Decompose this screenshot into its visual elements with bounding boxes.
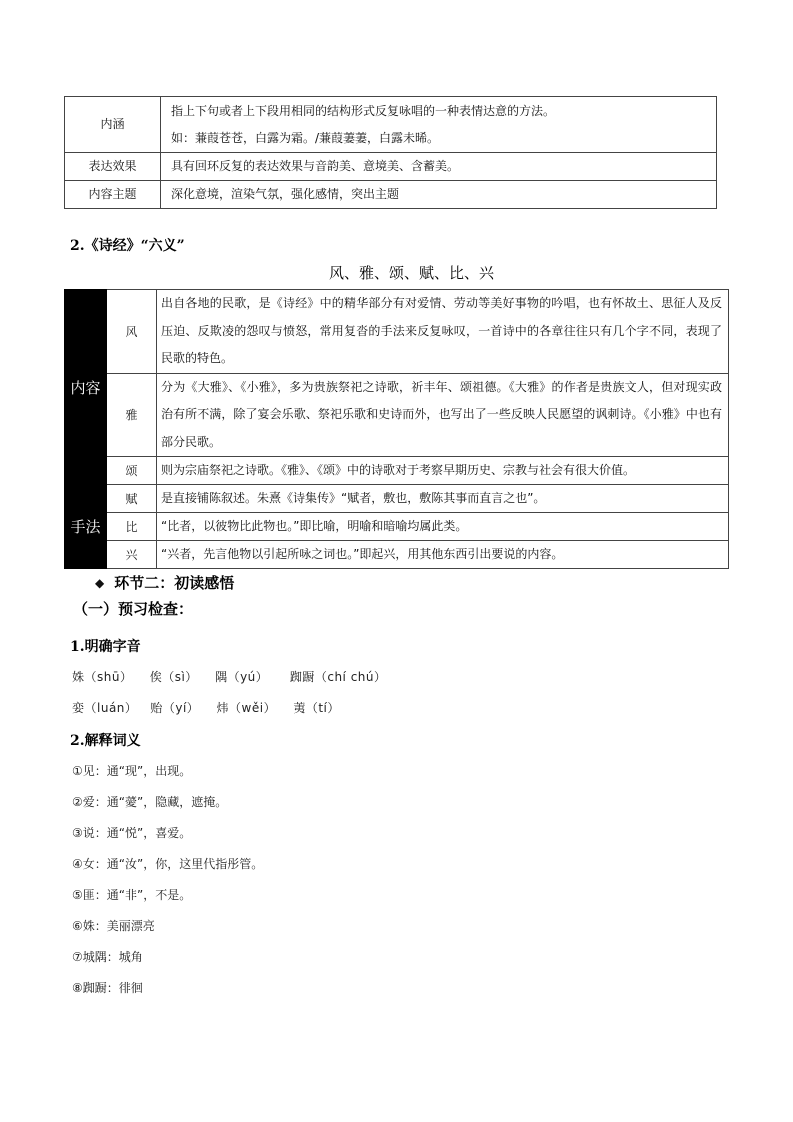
six-meanings-title: 风、雅、颂、赋、比、兴: [328, 266, 494, 282]
pronunciation-row: 娈（luán） 贻（yí） 炜（wěi） 荑（tí）: [72, 701, 340, 715]
vocab-item: ⑥姝：美丽漂亮: [72, 919, 155, 933]
table-row: [65, 513, 729, 541]
technique-side-label: 手法: [65, 485, 107, 569]
row-label: 赋: [107, 485, 157, 513]
row-text: “兴者，先言他物以引起所咏之词也。”即起兴，用其他东西引出要说的内容。: [157, 541, 729, 569]
table-row: [65, 485, 729, 513]
row-content: 深化意境，渲染气氛，强化感情，突出主题: [161, 181, 717, 209]
table-row: [65, 290, 729, 374]
row-text: 分为《大雅》、《小雅》，多为贵族祭祀之诗歌，祈丰年、颂祖德。《大雅》的作者是贵族文人，但对现实政治有所不满，除了宴会乐歌、祭祀乐歌和史诗而外，也写出了一些反映人民愿望的讽刺诗。《小雅》中也有部分民歌。: [157, 373, 729, 457]
vocab-item: ⑤匪：通“非”，不是。: [72, 888, 192, 902]
vocab-item: ⑧踟蹰：徘徊: [72, 981, 143, 995]
row-label: 风: [107, 290, 157, 374]
vocab-item: ①见：通“现”，出现。: [72, 764, 192, 778]
parallelism-table: [64, 96, 717, 209]
diamond-bullet-icon: ◆: [95, 575, 105, 590]
table-row: [65, 181, 717, 209]
vocab-item: ②爱：通“薆”，隐藏，遮掩。: [72, 795, 228, 809]
row-label: 兴: [107, 541, 157, 569]
table-row: [65, 153, 717, 181]
row-label: 表达效果: [65, 153, 161, 181]
row-text: 是直接铺陈叙述。朱熹《诗集传》“赋者，敷也，敷陈其事而直言之也”。: [157, 485, 729, 513]
row-content: [161, 97, 717, 153]
row-line: 指上下句或者上下段用相同的结构形式反复咏唱的一种表情达意的方法。: [171, 103, 556, 118]
vocab-item: ③说：通“悦”，喜爱。: [72, 826, 192, 840]
row-label: 内涵: [65, 97, 161, 153]
vocab-item: ⑦城隅：城角: [72, 950, 143, 964]
content-side-label: 内容: [65, 290, 107, 485]
section-heading: 2.《诗经》“六义”: [70, 238, 185, 254]
table-row: [65, 97, 717, 153]
table-row: [65, 457, 729, 485]
table-row: [65, 541, 729, 569]
vocab-item: ④女：通“汝”，你，这里代指彤管。: [72, 857, 264, 871]
preview-heading: （一）预习检查：: [73, 600, 194, 618]
row-line: 如：蒹葭苍苍，白露为霜。/蒹葭萋萋，白露未晞。: [171, 130, 440, 145]
row-label: 比: [107, 513, 157, 541]
link-two-heading: [95, 572, 234, 593]
link-two-title: 环节二：初读感悟: [114, 574, 235, 592]
row-label: 颂: [107, 457, 157, 485]
row-label: 雅: [107, 373, 157, 457]
row-text: 则为宗庙祭祀之诗歌。《雅》、《颂》中的诗歌对于考察早期历史、宗教与社会有很大价值。: [157, 457, 729, 485]
pronunciation-row: 姝（shū） 俟（sì） 隅（yú） 踟蹰（chí chú）: [72, 670, 387, 684]
vocab-heading: 2.解释词义: [70, 733, 141, 749]
pronunciation-heading: 1.明确字音: [70, 639, 141, 655]
six-meanings-table: [64, 289, 729, 569]
table-row: [65, 373, 729, 457]
row-label: 内容主题: [65, 181, 161, 209]
row-text: 出自各地的民歌，是《诗经》中的精华部分有对爱情、劳动等美好事物的吟唱，也有怀故土、思征人及反压迫、反欺凌的怨叹与愤怒，常用复沓的手法来反复咏叹，一首诗中的各章往往只有几个字不同，表现了民歌的特色。: [157, 290, 729, 374]
row-content: 具有回环反复的表达效果与音韵美、意境美、含蓄美。: [161, 153, 717, 181]
row-text: “比者，以彼物比此物也。”即比喻，明喻和暗喻均属此类。: [157, 513, 729, 541]
